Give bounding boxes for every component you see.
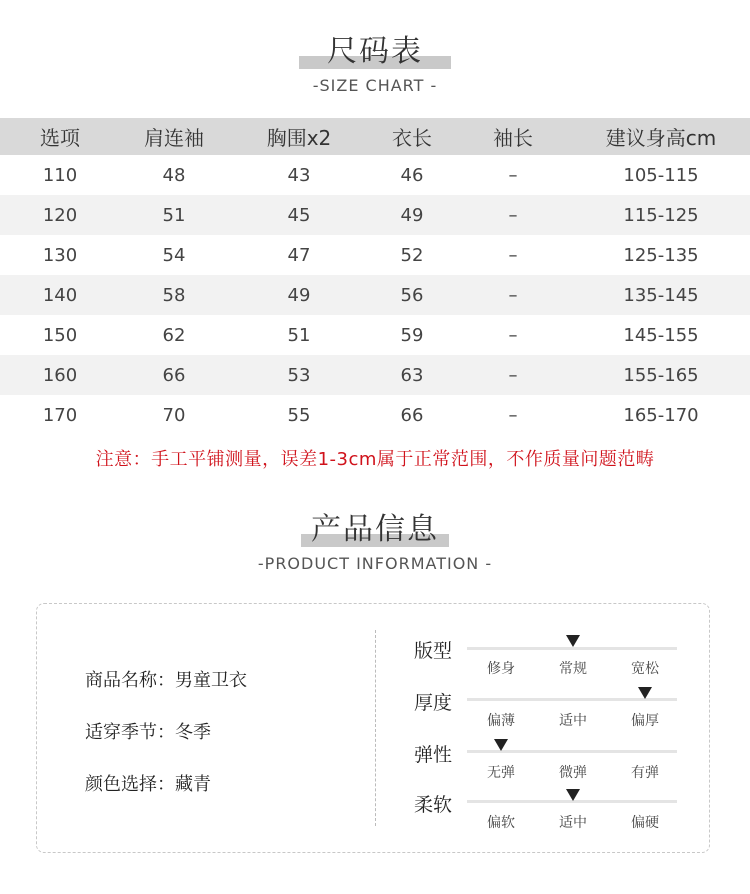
cell-option: 160	[0, 355, 120, 395]
product-info-subtitle: -PRODUCT INFORMATION -	[257, 554, 493, 573]
cell-length: 56	[370, 275, 454, 315]
cell-length: 52	[400, 244, 424, 266]
attr-softness-marker	[566, 789, 580, 801]
cell-height: 125-135	[623, 244, 699, 266]
cell-chest: 49	[228, 275, 370, 315]
cell-height: 135-145	[572, 275, 750, 315]
cell-length: 63	[370, 355, 454, 395]
attr-thickness-marker	[638, 687, 652, 699]
header-shoulder-sleeve: 肩连袖	[120, 118, 228, 155]
cell-length: 59	[400, 324, 424, 346]
attr-fit-track	[467, 647, 677, 650]
header-height: 建议身高cm	[572, 118, 750, 155]
table-row	[0, 235, 750, 275]
table-row	[0, 275, 750, 315]
cell-height: 165-170	[623, 404, 699, 426]
product-info-title: 产品信息	[311, 512, 439, 547]
attr-thickness-option: 偏厚	[631, 713, 659, 729]
cell-height: 115-125	[572, 195, 750, 235]
cell-option: 140	[0, 275, 120, 315]
attr-elasticity-label: 弹性	[414, 744, 453, 766]
size-chart-subtitle: -SIZE CHART -	[312, 76, 438, 95]
cell-shoulder-sleeve: 58	[120, 275, 228, 315]
cell-chest: 53	[228, 355, 370, 395]
measurement-note: 注意：手工平铺测量，误差1-3cm属于正常范围，不作质量问题范畴	[95, 449, 655, 470]
attr-thickness-label: 厚度	[414, 692, 453, 714]
cell-sleeve: –	[454, 275, 572, 315]
attr-elasticity-option: 微弹	[559, 765, 587, 781]
cell-chest: 51	[287, 324, 311, 346]
cell-option: 120	[0, 195, 120, 235]
cell-sleeve: –	[508, 324, 518, 346]
header-option: 选项	[0, 118, 120, 155]
header-sleeve: 袖长	[454, 118, 572, 155]
cell-option: 130	[42, 244, 78, 266]
attr-thickness-option: 偏薄	[487, 713, 515, 729]
cell-sleeve: –	[508, 164, 518, 186]
cell-option: 110	[42, 164, 78, 186]
cell-shoulder-sleeve: 51	[120, 195, 228, 235]
cell-option: 170	[42, 404, 78, 426]
attr-fit-label: 版型	[414, 640, 453, 662]
attr-fit-option: 宽松	[631, 661, 659, 677]
cell-height: 155-165	[572, 355, 750, 395]
attr-softness-option: 适中	[559, 815, 587, 831]
attr-fit-option: 修身	[487, 661, 515, 677]
cell-chest: 45	[228, 195, 370, 235]
size-table	[0, 118, 750, 435]
table-row	[0, 155, 750, 195]
attr-softness-option: 偏硬	[631, 815, 659, 831]
cell-length: 46	[400, 164, 424, 186]
attr-softness-option: 偏软	[487, 815, 515, 831]
cell-chest: 47	[287, 244, 311, 266]
cell-shoulder-sleeve: 54	[162, 244, 186, 266]
cell-shoulder-sleeve: 62	[162, 324, 186, 346]
cell-sleeve: –	[508, 244, 518, 266]
table-row	[0, 355, 750, 395]
info-divider	[375, 630, 376, 826]
cell-chest: 43	[287, 164, 311, 186]
cell-sleeve: –	[508, 404, 518, 426]
header-chest: 胸围x2	[228, 118, 370, 155]
product-season: 适穿季节：冬季	[85, 722, 211, 743]
table-row	[0, 195, 750, 235]
cell-length: 66	[400, 404, 424, 426]
product-name: 商品名称：男童卫衣	[85, 670, 247, 691]
size-table-header	[0, 118, 750, 155]
attr-elasticity-marker	[494, 739, 508, 751]
product-info-box	[36, 603, 710, 853]
attr-elasticity-option: 有弹	[631, 765, 659, 781]
cell-sleeve: –	[454, 195, 572, 235]
attr-fit-option: 常规	[559, 661, 587, 677]
cell-length: 49	[370, 195, 454, 235]
attr-fit-marker	[566, 635, 580, 647]
attr-thickness-option: 适中	[559, 713, 587, 729]
attr-elasticity-option: 无弹	[487, 765, 515, 781]
product-info-heading	[0, 512, 750, 573]
cell-shoulder-sleeve: 48	[162, 164, 186, 186]
cell-height: 105-115	[623, 164, 699, 186]
product-color: 颜色选择：藏青	[85, 774, 211, 795]
cell-option: 150	[42, 324, 78, 346]
size-chart-title: 尺码表	[327, 34, 423, 69]
attr-softness-label: 柔软	[414, 794, 453, 816]
cell-shoulder-sleeve: 70	[162, 404, 186, 426]
cell-chest: 55	[287, 404, 311, 426]
header-length: 衣长	[370, 118, 454, 155]
table-row	[0, 395, 750, 435]
table-row	[0, 315, 750, 355]
cell-shoulder-sleeve: 66	[120, 355, 228, 395]
size-chart-heading	[0, 34, 750, 95]
cell-sleeve: –	[454, 355, 572, 395]
cell-height: 145-155	[623, 324, 699, 346]
